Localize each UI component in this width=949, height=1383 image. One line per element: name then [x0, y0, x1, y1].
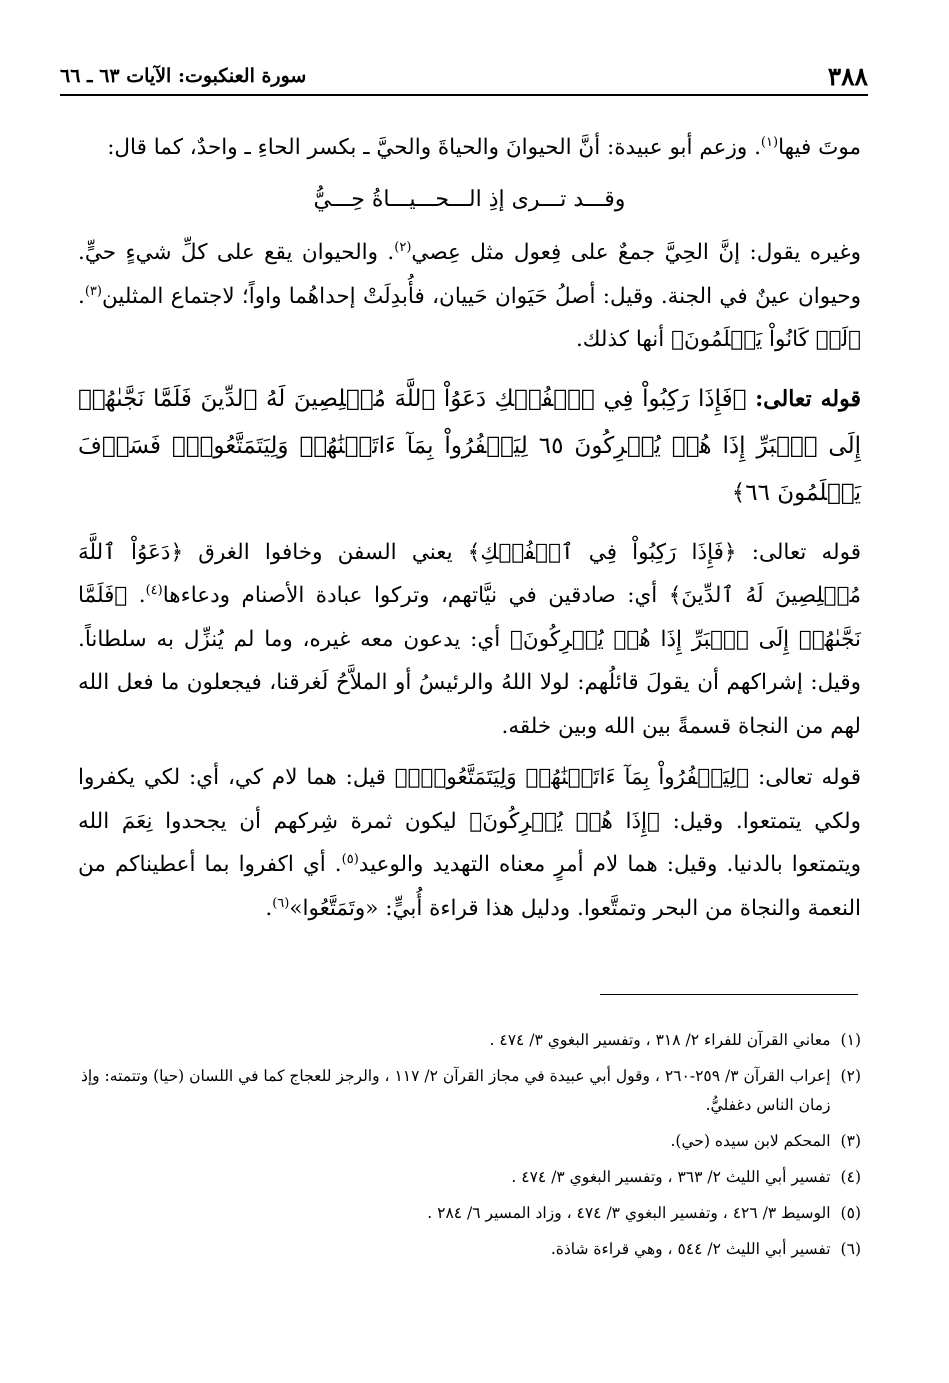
- footnote-ref-5: (٥): [341, 851, 359, 867]
- main-text: [78, 126, 861, 938]
- footnote-ref-3: (٣): [84, 283, 102, 299]
- running-title: سورة العنكبوت: الآيات ٦٣ ـ ٦٦: [60, 65, 307, 87]
- text-run: . أي اكفروا بما أعطيناكم من النعمة والنجاة من البحر وتمتَّعوا. ودليل هذا قراءة أُبيٍّ: «وتَمَتَّعُوا»: [78, 852, 861, 921]
- page-header: [60, 58, 868, 94]
- footnote: [80, 1127, 861, 1156]
- quran-verse-block: [78, 376, 861, 517]
- text-run: . وزعم أبو عبيدة: أنَّ الحيوانَ والحياةَ والحيَّ ـ بكسر الحاءِ ـ واحدٌ، كما قال:: [107, 135, 761, 160]
- footnote: [80, 1235, 861, 1264]
- paragraph-3: [78, 531, 861, 749]
- text-run: . ﴿فَلَمَّا نَجَّىٰهُمۡ إِلَى ٱلۡبَرِّ إِذَا هُمۡ يُشۡرِكُونَ﴾ أي: يدعون معه غيره، وما لم يُنزِّل به سلطاناً. وقيل: إشراكهم أن يقولَ قائلُهم: لولا اللهُ والرئيسُ أو الملاَّحُ لَغرقنا، فيجعلون ما فعل الله لهم من النجاة قسمةً بين الله وبين خلقه.: [78, 583, 861, 739]
- footnote-text: تفسير أبي الليث ٢/ ٥٤٤ ، وهي قراءة شاذة.: [550, 1240, 831, 1258]
- text-run: .: [265, 895, 273, 921]
- footnote-separator: [600, 994, 858, 995]
- quran-text: ﴿فَإِذَا رَكِبُواْ فِي ٱلۡفُلۡكِ دَعَوُاْ ٱللَّهَ مُخۡلِصِينَ لَهُ ٱلدِّينَ فَلَمَّا نَجَّىٰهُمۡ إِلَى ٱلۡبَرِّ إِذَا هُمۡ يُشۡرِكُونَ ٦٥ لِيَكۡفُرُواْ بِمَآ ءَاتَيۡنَٰهُمۡ وَلِيَتَمَتَّعُواْۚ فَسَوۡفَ يَعۡلَمُونَ ٦٦﴾: [78, 385, 861, 506]
- footnote-ref-4: (٤): [145, 582, 163, 598]
- paragraph-4: [78, 756, 861, 930]
- footnotes: [80, 1026, 861, 1271]
- footnote-ref-6: (٦): [272, 895, 290, 911]
- footnote-number: (٥): [840, 1204, 861, 1222]
- text-run: . والحيوان يقع على كلِّ شيءٍ حيٍّ. وحيوان عينٌ في الجنة. وقيل: أصلُ حَيَوان حَييان، فأُبدِلَتْ إحداهُما واواً؛ لاجتماع المثلين: [78, 240, 861, 309]
- footnote: [80, 1199, 861, 1228]
- header-rule: [60, 94, 868, 96]
- footnote-text: تفسير أبي الليث ٢/ ٣٦٣ ، وتفسير البغوي ٣/ ٤٧٤ .: [511, 1168, 831, 1186]
- footnote-ref-2: (٢): [394, 239, 412, 255]
- footnote-text: الوسيط ٣/ ٤٢٦ ، وتفسير البغوي ٣/ ٤٧٤ ، وزاد المسير ٦/ ٢٨٤ .: [427, 1204, 831, 1222]
- footnote-number: (٤): [840, 1168, 861, 1186]
- text-run: . ﴿لَوۡ كَانُواْ يَعۡلَمُونَ﴾ أنها كذلك.: [78, 283, 861, 352]
- page-number: ٣٨٨: [827, 61, 868, 91]
- footnote: [80, 1026, 861, 1055]
- footnote-text: معاني القرآن للفراء ٢/ ٣١٨ ، وتفسير البغوي ٣/ ٤٧٤ .: [489, 1031, 831, 1049]
- text-run: قوله تعالى: ﴿لِيَكۡفُرُواْ بِمَآ ءَاتَيۡنَٰهُمۡ وَلِيَتَمَتَّعُواْۚ﴾ قيل: هما لام كي، أي: لكي يكفروا ولكي يتمتعوا. وقيل: ﴿إِذَا هُمۡ يُشۡرِكُونَ﴾ ليكون ثمرة شِركهم أن يجحدوا نِعَمَ الله ويتمتعوا بالدنيا. وقيل: هما لام أمرٍ معناه التهديد والوعيد: [78, 765, 862, 877]
- text-run: قوله تعالى: ﴿فَإِذَا رَكِبُواْ فِي ٱلۡفُلۡكِ﴾ يعني السفن وخافوا الغرق ﴿دَعَوُاْ ٱللَّهَ مُخۡلِصِينَ لَهُ ٱلدِّينَ﴾ أي: صادقين في نيَّاتهم، وتركوا عبادة الأصنام ودعاءها: [78, 539, 861, 608]
- footnote-number: (٢): [840, 1067, 861, 1085]
- footnote-number: (٣): [840, 1132, 861, 1150]
- footnote-text: المحكم لابن سيده (حي).: [670, 1132, 831, 1150]
- verse-lead: قوله تعالى:: [755, 385, 862, 412]
- footnote-text: إعراب القرآن ٣/ ٢٥٩-٢٦٠ ، وقول أبي عبيدة في مجاز القرآن ٢/ ١١٧ ، والرجز للعجاج كما في اللسان (حيا) وتتمته: وإذ زمان الناس دغفليُّ.: [80, 1067, 831, 1114]
- text-run: موتَ فيها: [778, 135, 861, 160]
- footnote-ref-1: (١): [760, 134, 779, 150]
- footnote-number: (١): [840, 1031, 861, 1049]
- footnote: [80, 1062, 861, 1120]
- paragraph-2: [78, 231, 861, 362]
- paragraph-1: [78, 126, 861, 170]
- text-run: وغيره يقول: إنَّ الحِيَّ جمعٌ على فِعول مثل عِصي: [411, 240, 861, 265]
- poetry-verse: وقـــد تـــرى إذِ الـــحـــيـــاةُ حِـــيُّ: [313, 186, 626, 212]
- footnote: [80, 1163, 861, 1192]
- footnote-number: (٦): [840, 1240, 861, 1258]
